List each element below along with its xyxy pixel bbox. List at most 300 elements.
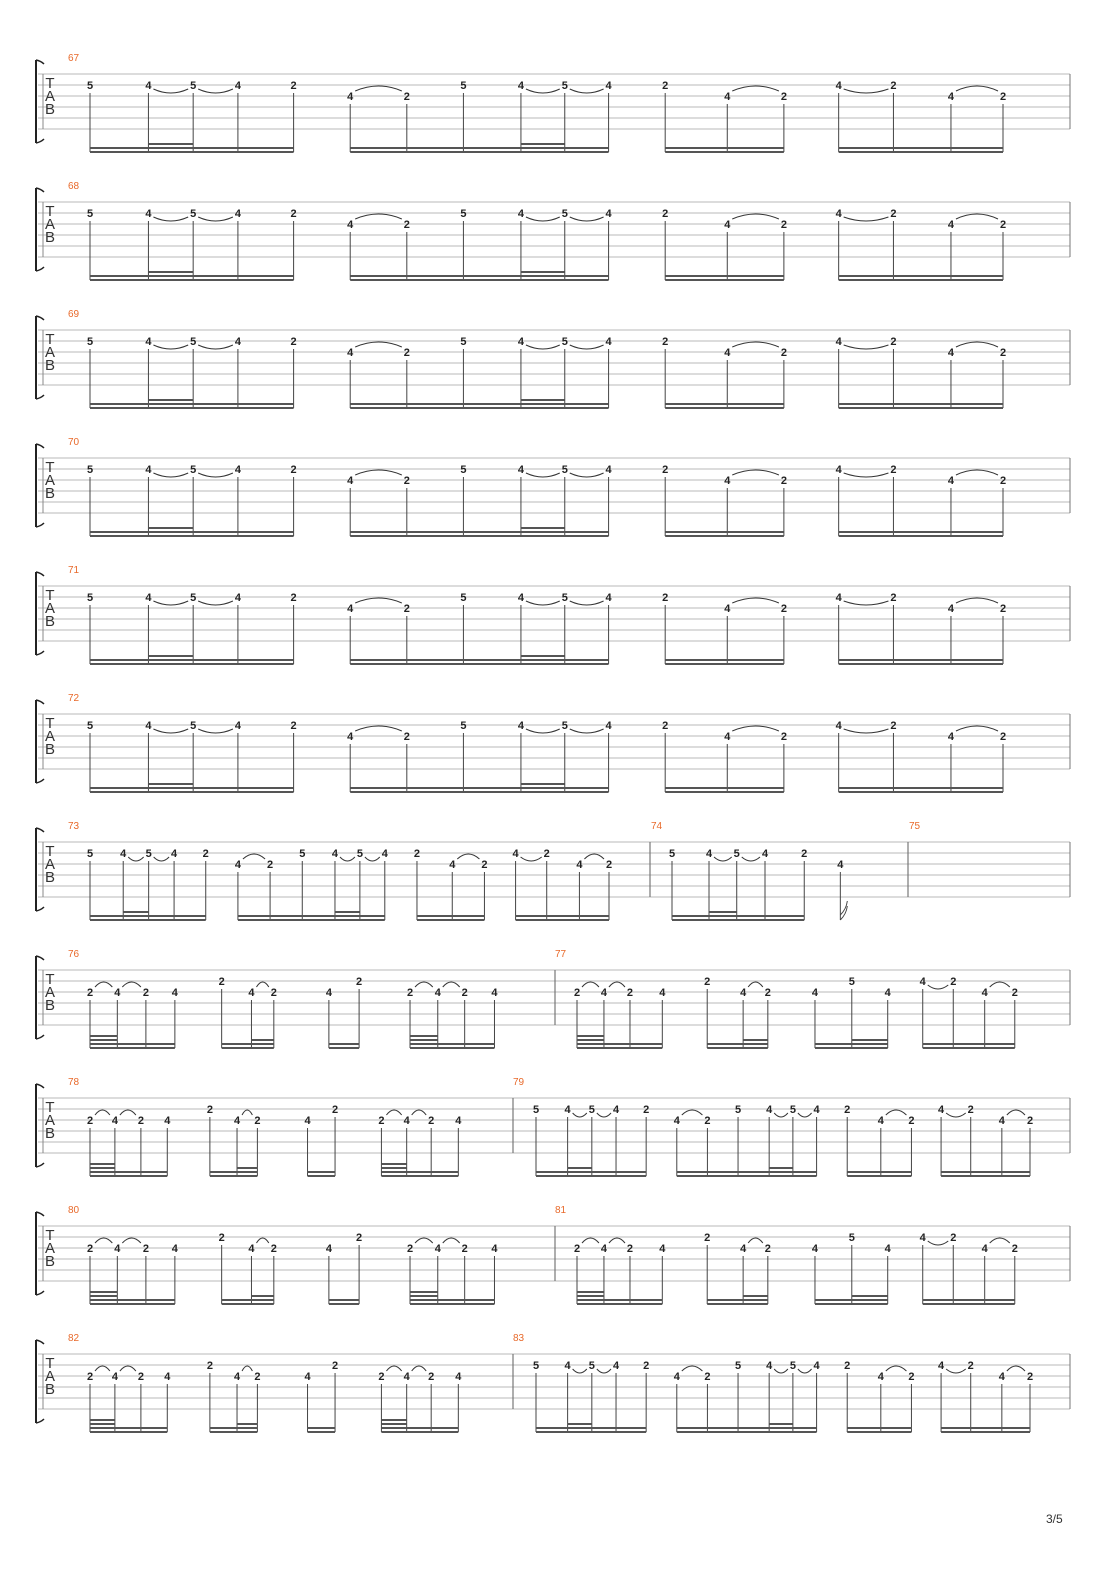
slur [1007, 1110, 1025, 1115]
fret-number: 4 [233, 1115, 241, 1127]
fret-number: 2 [267, 859, 274, 871]
slur [956, 726, 998, 731]
fret-number: 2 [142, 1243, 149, 1255]
slur [120, 1366, 136, 1371]
fret-number: 4 [947, 475, 955, 487]
fret-number: 2 [142, 987, 149, 999]
fret-number: 2 [764, 987, 771, 999]
fret-number: 4 [605, 592, 612, 604]
fret-number: 2 [428, 1371, 435, 1383]
fret-number: 5 [460, 592, 467, 604]
bracket-bottom [36, 267, 44, 271]
fret-number: 2 [202, 848, 209, 860]
bracket-top [36, 956, 44, 960]
slur [582, 1238, 599, 1243]
fret-number: 4 [347, 603, 354, 615]
fret-number: 2 [403, 91, 410, 103]
tab-clef-letter: A [44, 984, 56, 1001]
slur [774, 1113, 788, 1117]
slur [844, 345, 889, 349]
bracket-top [36, 1340, 44, 1344]
fret-number: 4 [517, 80, 524, 92]
slur [584, 854, 604, 859]
fret-number: 2 [406, 1243, 414, 1255]
fret-number: 2 [890, 80, 897, 92]
fret-number: 4 [111, 1371, 118, 1383]
fret-number: 4 [512, 848, 519, 860]
slur [443, 1238, 460, 1243]
fret-number: 5 [460, 464, 467, 476]
slur [526, 473, 560, 477]
slur [956, 598, 998, 603]
bracket-bottom [36, 523, 44, 527]
fret-number: 4 [325, 987, 332, 999]
tab-clef-letter: A [44, 1368, 56, 1385]
fret-number: 5 [460, 208, 467, 220]
fret-number: 4 [811, 987, 819, 999]
fret-number: 2 [403, 219, 410, 231]
tab-clef-letter: A [44, 856, 56, 873]
fret-number: 4 [234, 336, 241, 348]
fret-number: 2 [573, 1243, 581, 1255]
fret-number: 4 [347, 91, 354, 103]
fret-number: 4 [835, 464, 842, 476]
note-flag [840, 901, 847, 920]
fret-number: 5 [561, 592, 568, 604]
fret-number: 2 [662, 80, 669, 92]
fret-number: 4 [234, 720, 241, 732]
fret-number: 4 [835, 208, 842, 220]
fret-number: 4 [234, 208, 241, 220]
slur [774, 1369, 788, 1373]
fret-number: 2 [206, 1360, 213, 1372]
fret-number: 4 [145, 80, 152, 92]
tab-clef-letter: T [45, 843, 55, 860]
fret-number: 4 [233, 1371, 241, 1383]
slur [570, 345, 604, 349]
fret-number: 2 [950, 976, 957, 988]
fret-number: 4 [325, 1243, 332, 1255]
fret-number: 4 [434, 1243, 441, 1255]
slur [526, 89, 560, 93]
fret-number: 4 [449, 859, 456, 871]
fret-number: 4 [835, 720, 842, 732]
fret-number: 5 [532, 1104, 540, 1116]
fret-number: 4 [564, 1104, 571, 1116]
tab-clef-letter: T [45, 1099, 55, 1116]
fret-number: 5 [789, 1104, 796, 1116]
fret-number: 2 [461, 1243, 468, 1255]
fret-number: 2 [844, 1360, 851, 1372]
fret-number: 4 [612, 1104, 620, 1116]
fret-number: 4 [612, 1360, 620, 1372]
fret-number: 2 [86, 1371, 94, 1383]
tab-clef-letter: B [44, 485, 56, 502]
bracket-bottom [36, 139, 44, 143]
fret-number: 5 [561, 720, 568, 732]
fret-number: 2 [967, 1104, 974, 1116]
slur [365, 857, 380, 861]
fret-number: 4 [576, 859, 583, 871]
fret-number: 5 [145, 848, 152, 860]
tab-clef-letter: B [44, 997, 56, 1014]
fret-number: 5 [588, 1104, 595, 1116]
fret-number: 2 [626, 1243, 634, 1255]
fret-number: 4 [835, 592, 842, 604]
slur [956, 214, 998, 219]
fret-number: 2 [137, 1115, 144, 1127]
slur [198, 473, 233, 477]
fret-number: 2 [801, 848, 808, 860]
fret-number: 5 [86, 592, 94, 604]
fret-number: 4 [600, 987, 608, 999]
fret-number: 2 [406, 987, 414, 999]
slur [956, 342, 998, 347]
fret-number: 2 [950, 1232, 957, 1244]
slur [415, 982, 433, 987]
slur [412, 1110, 427, 1115]
tab-clef-letter: A [44, 728, 56, 745]
tab-clef-letter: B [44, 613, 56, 630]
slur [355, 726, 402, 731]
fret-number: 4 [347, 347, 354, 359]
slur [714, 857, 732, 861]
fret-number: 4 [981, 1243, 988, 1255]
measure-number: 77 [555, 949, 567, 960]
bracket-top [36, 188, 44, 192]
fret-number: 4 [145, 592, 152, 604]
fret-number: 2 [461, 987, 468, 999]
measure-number: 79 [513, 1077, 525, 1088]
fret-number: 4 [248, 987, 255, 999]
fret-number: 4 [517, 464, 524, 476]
fret-number: 4 [761, 848, 769, 860]
fret-number: 2 [290, 80, 297, 92]
fret-number: 2 [704, 1232, 711, 1244]
fret-number: 2 [999, 475, 1007, 487]
fret-number: 5 [561, 80, 568, 92]
bracket-top [36, 1212, 44, 1216]
slur [95, 1110, 110, 1115]
fret-number: 2 [254, 1115, 261, 1127]
fret-number: 4 [884, 1243, 891, 1255]
slur [122, 982, 141, 987]
fret-number: 5 [86, 336, 94, 348]
slur [386, 1110, 401, 1115]
slur [355, 598, 402, 603]
slur [153, 473, 188, 477]
fret-number: 2 [605, 859, 613, 871]
fret-number: 4 [403, 1115, 410, 1127]
fret-number: 4 [998, 1371, 1005, 1383]
fret-number: 2 [1026, 1115, 1034, 1127]
fret-number: 2 [704, 976, 711, 988]
fret-number: 2 [290, 464, 297, 476]
tab-clef-letter: T [45, 203, 55, 220]
slur [526, 601, 560, 605]
fret-number: 4 [403, 1371, 410, 1383]
bracket-top [36, 700, 44, 704]
slur [521, 857, 542, 861]
tab-clef-letter: T [45, 1355, 55, 1372]
page-number: 3/5 [1046, 1512, 1063, 1526]
bracket-bottom [36, 779, 44, 783]
slur [355, 470, 402, 475]
tab-clef-letter: B [44, 229, 56, 246]
fret-number: 4 [938, 1360, 945, 1372]
tab-clef-letter: T [45, 715, 55, 732]
slur [573, 1113, 587, 1117]
fret-number: 4 [740, 1243, 747, 1255]
fret-number: 4 [114, 1243, 121, 1255]
slur [682, 1366, 703, 1371]
slur [844, 729, 889, 733]
fret-number: 2 [86, 987, 94, 999]
slur [732, 214, 779, 219]
tab-clef-letter: B [44, 869, 56, 886]
tab-clef-letter: A [44, 216, 56, 233]
fret-number: 5 [532, 1360, 540, 1372]
slur [732, 726, 779, 731]
slur [732, 598, 779, 603]
fret-number: 4 [605, 464, 612, 476]
slur [242, 1366, 252, 1371]
fret-number: 2 [780, 219, 787, 231]
slur [256, 1238, 268, 1243]
slur [946, 1113, 966, 1117]
slur [886, 1110, 907, 1115]
fret-number: 2 [780, 475, 787, 487]
fret-number: 2 [137, 1371, 144, 1383]
fret-number: 4 [766, 1360, 773, 1372]
fret-number: 4 [811, 1243, 819, 1255]
slur [597, 1113, 611, 1117]
bracket-bottom [36, 1163, 44, 1167]
fret-number: 2 [290, 592, 297, 604]
fret-number: 4 [947, 603, 955, 615]
measure-number: 75 [909, 821, 921, 832]
fret-number: 4 [304, 1115, 311, 1127]
slur [415, 1238, 433, 1243]
slur [443, 982, 460, 987]
fret-number: 5 [190, 592, 197, 604]
measure-number: 81 [555, 1205, 567, 1216]
tab-clef-letter: B [44, 357, 56, 374]
fret-number: 5 [460, 80, 467, 92]
fret-number: 2 [890, 336, 897, 348]
slur [340, 857, 355, 861]
fret-number: 2 [890, 592, 897, 604]
slur [243, 854, 265, 859]
fret-number: 5 [848, 1232, 855, 1244]
fret-number: 2 [543, 848, 550, 860]
fret-number: 4 [835, 80, 842, 92]
fret-number: 5 [668, 848, 676, 860]
bracket-top [36, 60, 44, 64]
slur [886, 1366, 907, 1371]
tab-clef-letter: T [45, 971, 55, 988]
fret-number: 2 [86, 1243, 94, 1255]
fret-number: 4 [877, 1115, 884, 1127]
fret-number: 5 [588, 1360, 595, 1372]
slur [386, 1366, 401, 1371]
slur [990, 1238, 1010, 1243]
slur [153, 345, 188, 349]
fret-number: 2 [218, 1232, 225, 1244]
fret-number: 2 [403, 475, 410, 487]
fret-number: 4 [919, 976, 926, 988]
fret-number: 2 [780, 731, 787, 743]
fret-number: 2 [844, 1104, 851, 1116]
fret-number: 4 [145, 208, 152, 220]
fret-number: 5 [299, 848, 306, 860]
slur [682, 1110, 703, 1115]
fret-number: 4 [145, 336, 152, 348]
fret-number: 4 [605, 80, 612, 92]
slur [573, 1369, 587, 1373]
fret-number: 2 [999, 219, 1007, 231]
tab-clef-letter: B [44, 1253, 56, 1270]
slur [154, 857, 169, 861]
fret-number: 2 [1026, 1371, 1034, 1383]
slur [946, 1369, 966, 1373]
slur [198, 601, 233, 605]
fret-number: 5 [86, 848, 94, 860]
measure-number: 80 [68, 1205, 80, 1216]
slur [570, 729, 604, 733]
fret-number: 2 [662, 208, 669, 220]
slur [355, 214, 402, 219]
tab-clef-letter: T [45, 331, 55, 348]
slur [742, 857, 760, 861]
fret-number: 2 [704, 1371, 711, 1383]
fret-number: 2 [908, 1371, 915, 1383]
slur [95, 1366, 110, 1371]
fret-number: 4 [171, 848, 178, 860]
tab-clef-letter: B [44, 741, 56, 758]
fret-number: 4 [877, 1371, 884, 1383]
slur [95, 982, 112, 987]
bracket-bottom [36, 1035, 44, 1039]
fret-number: 2 [290, 208, 297, 220]
fret-number: 2 [481, 859, 488, 871]
bracket-top [36, 316, 44, 320]
fret-number: 2 [764, 1243, 771, 1255]
fret-number: 4 [171, 987, 178, 999]
tab-clef-letter: B [44, 101, 56, 118]
fret-number: 2 [218, 976, 225, 988]
fret-number: 4 [919, 1232, 926, 1244]
fret-number: 4 [164, 1371, 171, 1383]
fret-number: 5 [733, 848, 740, 860]
measure-number: 76 [68, 949, 80, 960]
slur [956, 86, 998, 91]
measure-number: 78 [68, 1077, 80, 1088]
fret-number: 4 [835, 336, 842, 348]
slur [732, 470, 779, 475]
fret-number: 2 [413, 848, 421, 860]
slur [956, 470, 998, 475]
measure-number: 68 [68, 181, 80, 192]
bracket-bottom [36, 395, 44, 399]
fret-number: 4 [837, 859, 844, 871]
bracket-bottom [36, 1419, 44, 1423]
fret-number: 4 [724, 347, 731, 359]
fret-number: 2 [1011, 1243, 1018, 1255]
tab-clef-letter: B [44, 1381, 56, 1398]
fret-number: 2 [378, 1371, 385, 1383]
fret-number: 4 [724, 731, 731, 743]
fret-number: 4 [724, 219, 731, 231]
tab-clef-letter: A [44, 88, 56, 105]
fret-number: 4 [434, 987, 441, 999]
fret-number: 4 [605, 208, 612, 220]
fret-number: 4 [517, 208, 524, 220]
fret-number: 2 [662, 336, 669, 348]
fret-number: 4 [120, 848, 127, 860]
fret-number: 2 [780, 347, 787, 359]
bracket-top [36, 828, 44, 832]
fret-number: 4 [347, 475, 354, 487]
measure-number: 82 [68, 1333, 80, 1344]
tab-clef-letter: A [44, 1240, 56, 1257]
fret-number: 5 [734, 1104, 742, 1116]
fret-number: 2 [86, 1115, 94, 1127]
bracket-bottom [36, 651, 44, 655]
slur [570, 601, 604, 605]
fret-number: 4 [998, 1115, 1005, 1127]
fret-number: 5 [561, 208, 568, 220]
slur [609, 1238, 625, 1243]
fret-number: 5 [460, 720, 467, 732]
fret-number: 2 [643, 1360, 650, 1372]
fret-number: 4 [111, 1115, 118, 1127]
fret-number: 4 [947, 219, 955, 231]
fret-number: 2 [626, 987, 634, 999]
slur [457, 854, 479, 859]
fret-number: 4 [455, 1371, 462, 1383]
slur [526, 217, 560, 221]
fret-number: 2 [999, 91, 1007, 103]
measure-number: 83 [513, 1333, 525, 1344]
tab-clef-letter: A [44, 600, 56, 617]
bracket-top [36, 1084, 44, 1088]
fret-number: 2 [999, 731, 1007, 743]
fret-number: 4 [517, 592, 524, 604]
fret-number: 2 [270, 1243, 277, 1255]
fret-number: 2 [662, 464, 669, 476]
slur [844, 217, 889, 221]
fret-number: 4 [234, 859, 241, 871]
fret-number: 2 [290, 336, 297, 348]
fret-number: 4 [234, 80, 241, 92]
fret-number: 2 [662, 720, 669, 732]
slur [95, 1238, 112, 1243]
fret-number: 4 [517, 720, 524, 732]
measure-number: 72 [68, 693, 80, 704]
slur [153, 217, 188, 221]
fret-number: 2 [403, 731, 410, 743]
slur [153, 729, 188, 733]
tab-clef-letter: T [45, 75, 55, 92]
fret-number: 4 [331, 848, 339, 860]
fret-number: 5 [86, 80, 94, 92]
slur [570, 89, 604, 93]
fret-number: 4 [724, 603, 731, 615]
fret-number: 2 [428, 1115, 435, 1127]
fret-number: 5 [848, 976, 855, 988]
bracket-bottom [36, 1291, 44, 1295]
